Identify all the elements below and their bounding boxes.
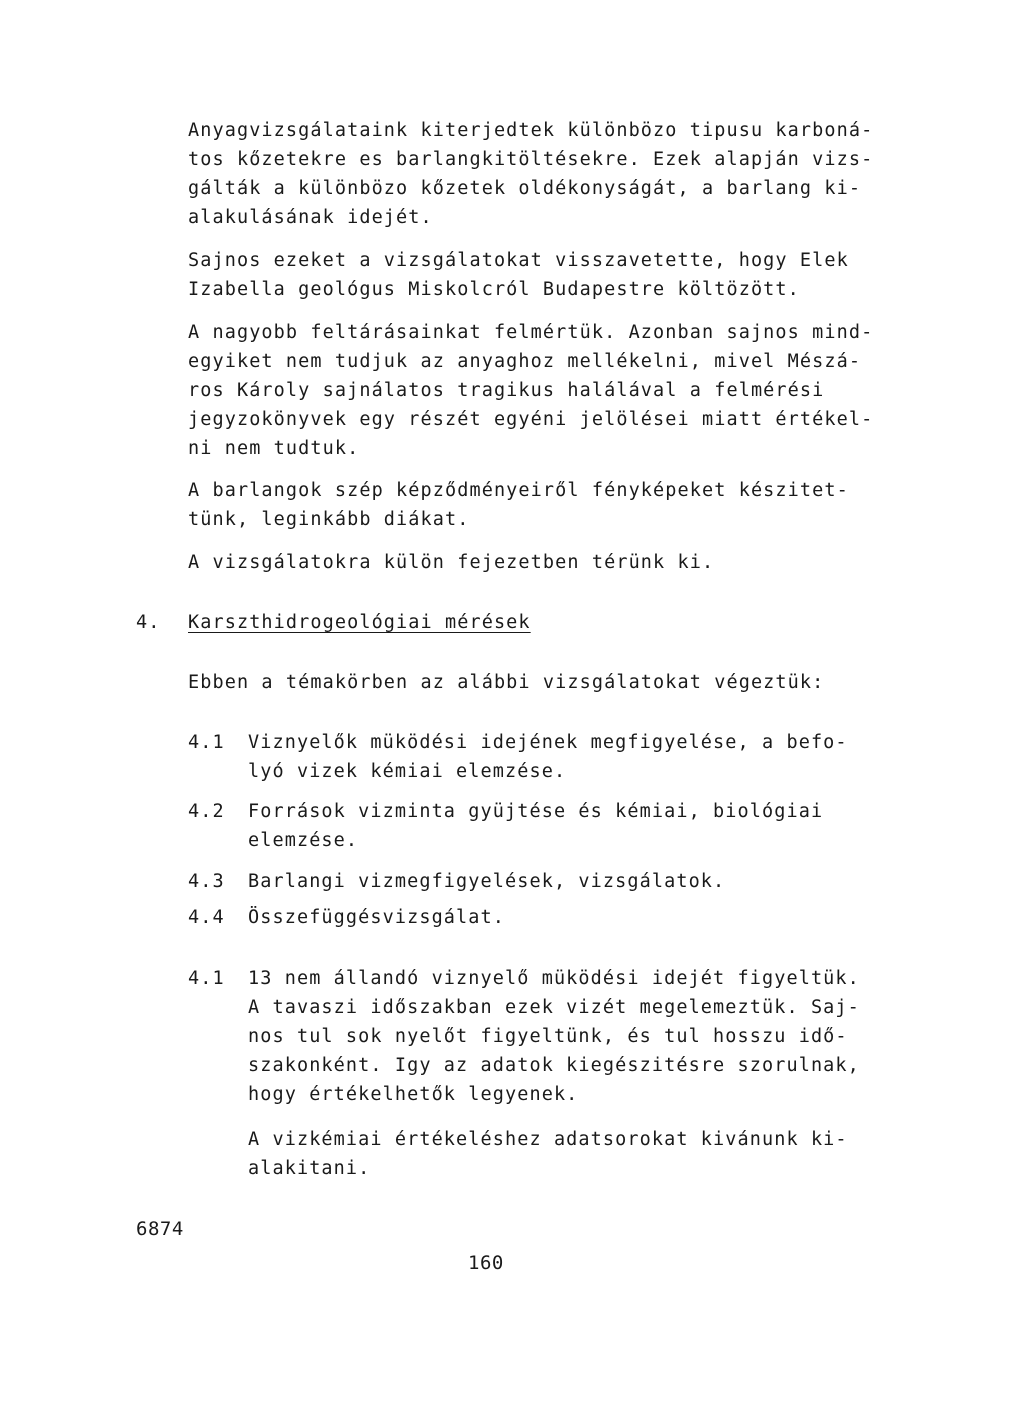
- detail-line: szakonként. Igy az adatok kiegészitésre szorulnak,: [248, 1055, 860, 1076]
- item-line: Összefüggésvizsgálat.: [248, 907, 505, 928]
- section-intro: Ebben a témakörben az alábbi vizsgálatokat végeztük:: [188, 672, 825, 693]
- detail-number: 4.1: [188, 968, 225, 989]
- paragraph-line: jegyzokönyvek egy részét egyéni jelölései miatt értékel-: [188, 409, 874, 430]
- paragraph-line: Sajnos ezeket a vizsgálatokat visszavetette, hogy Elek: [188, 250, 849, 271]
- section-title: Karszthidrogeológiai mérések: [188, 612, 531, 633]
- paragraph-line: tünk, leginkább diákat.: [188, 509, 470, 530]
- item-line: elemzése.: [248, 830, 359, 851]
- detail-line: A vizkémiai értékeléshez adatsorokat kivánunk ki-: [248, 1129, 848, 1150]
- paragraph-line: gálták a különbözo kőzetek oldékonyságát, a barlang ki-: [188, 178, 862, 199]
- item-number: 4.2: [188, 801, 225, 822]
- item-line: Források vizminta gyüjtése és kémiai, biológiai: [248, 801, 824, 822]
- item-line: Barlangi vizmegfigyelések, vizsgálatok.: [248, 871, 726, 892]
- detail-line: 13 nem állandó viznyelő müködési idejét figyeltük.: [248, 968, 860, 989]
- paragraph-line: alakulásának idejét.: [188, 207, 433, 228]
- paragraph-line: A vizsgálatokra külön fejezetben térünk ki.: [188, 552, 715, 573]
- item-line: lyó vizek kémiai elemzése.: [248, 761, 567, 782]
- item-number: 4.1: [188, 732, 225, 753]
- paragraph-line: ni nem tudtuk.: [188, 438, 360, 459]
- item-number: 4.4: [188, 907, 225, 928]
- page-number: 160: [468, 1252, 504, 1274]
- detail-line: hogy értékelhetők legyenek.: [248, 1084, 579, 1105]
- paragraph-line: tos kőzetekre es barlangkitöltésekre. Ezek alapján vizs-: [188, 149, 874, 170]
- paragraph-line: Anyagvizsgálataink kiterjedtek különbözo tipusu karboná-: [188, 120, 874, 141]
- section-number: 4.: [136, 612, 161, 633]
- document-number: 6874: [136, 1218, 184, 1240]
- paragraph-line: A barlangok szép képződményeiről fényképeket készitet-: [188, 480, 849, 501]
- item-number: 4.3: [188, 871, 225, 892]
- paragraph-line: A nagyobb feltárásainkat felmértük. Azonban sajnos mind-: [188, 322, 874, 343]
- detail-line: alakitani.: [248, 1158, 371, 1179]
- detail-line: nos tul sok nyelőt figyeltünk, és tul hosszu idő-: [248, 1026, 848, 1047]
- paragraph-line: Izabella geológus Miskolcról Budapestre költözött.: [188, 279, 800, 300]
- paragraph-line: ros Károly sajnálatos tragikus halálával a felmérési: [188, 380, 825, 401]
- paragraph-line: egyiket nem tudjuk az anyaghoz mellékelni, mivel Mészá-: [188, 351, 862, 372]
- detail-line: A tavaszi időszakban ezek vizét megelemeztük. Saj-: [248, 997, 860, 1018]
- item-line: Viznyelők müködési idejének megfigyelése, a befo-: [248, 732, 848, 753]
